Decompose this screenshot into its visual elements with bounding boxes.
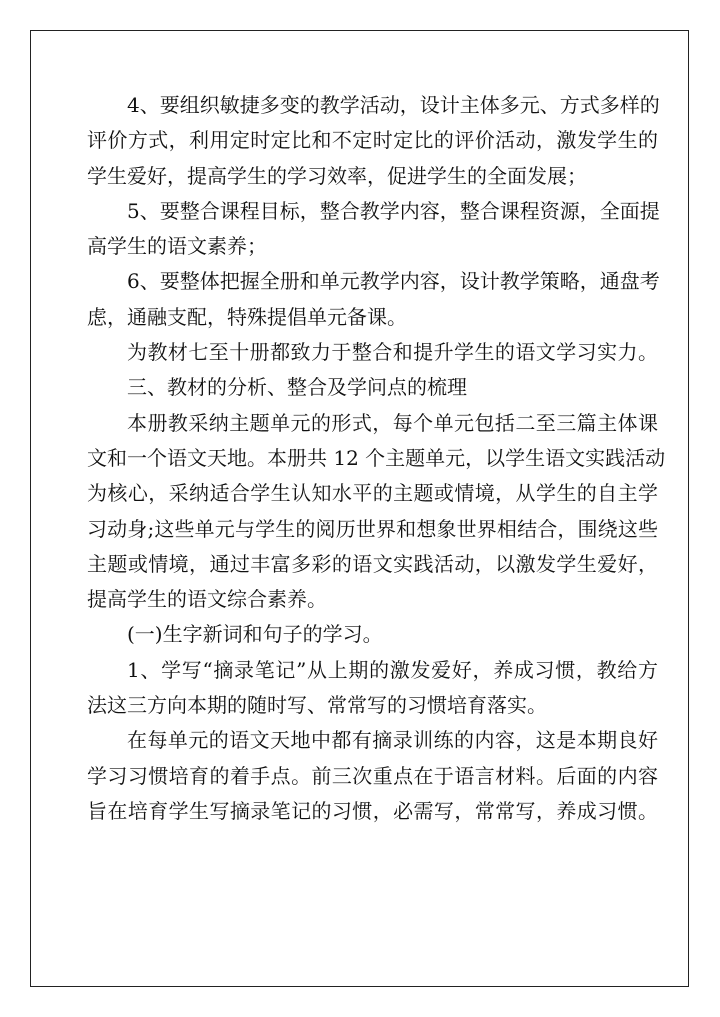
- text-line: 学习习惯培育的着手点。前三次重点在于语言材料。后面的内容: [87, 763, 658, 788]
- text-line: (一)生字新词和句子的学习。: [127, 622, 383, 647]
- text-line: 5、要整合课程目标，整合教学内容，整合课程资源，全面提: [127, 198, 660, 223]
- text-line: 文和一个语文天地。本册共 12 个主题单元，以学生语文实践活动: [87, 445, 666, 470]
- text-line: 本册教采纳主题单元的形式，每个单元包括二至三篇主体课: [127, 410, 658, 435]
- text-line: 4、要组织敏捷多变的教学活动，设计主体多元、方式多样的: [127, 93, 660, 117]
- text-line: 1、学写“摘录笔记”从上期的激发爱好，养成习惯，教给方: [127, 657, 658, 682]
- text-line: 法这三方向本期的随时写、常常写的习惯培育落实。: [87, 693, 547, 718]
- text-line: 高学生的语文素养；: [87, 234, 267, 259]
- text-line: 6、要整体把握全册和单元教学内容，设计教学策略，通盘考: [127, 269, 660, 294]
- text-line: 旨在培育学生写摘录笔记的习惯，必需写，常常写，养成习惯。: [87, 798, 658, 823]
- text-line: 虑，通融支配，特殊提倡单元备课。: [87, 304, 407, 329]
- text-line: 主题或情境，通过丰富多彩的语文实践活动，以激发学生爱好，: [87, 551, 658, 576]
- document-body: [87, 88, 666, 829]
- text-line: 学生爱好，提高学生的学习效率，促进学生的全面发展；: [87, 163, 587, 188]
- text-line: 评价方式，利用定时定比和不定时定比的评价活动，激发学生的: [87, 128, 658, 153]
- text-line: 在每单元的语文天地中都有摘录训练的内容，这是本期良好: [127, 728, 658, 753]
- text-line: 三、教材的分析、整合及学问点的梳理: [127, 375, 467, 400]
- text-line: 提高学生的语文综合素养。: [87, 587, 327, 612]
- text-line: 为核心，采纳适合学生认知水平的主题或情境，从学生的自主学: [87, 481, 658, 506]
- text-line: 习动身;这些单元与学生的阅历世界和想象世界相结合，围绕这些: [87, 516, 658, 541]
- text-line: 为教材七至十册都致力于整合和提升学生的语文学习实力。: [127, 340, 658, 365]
